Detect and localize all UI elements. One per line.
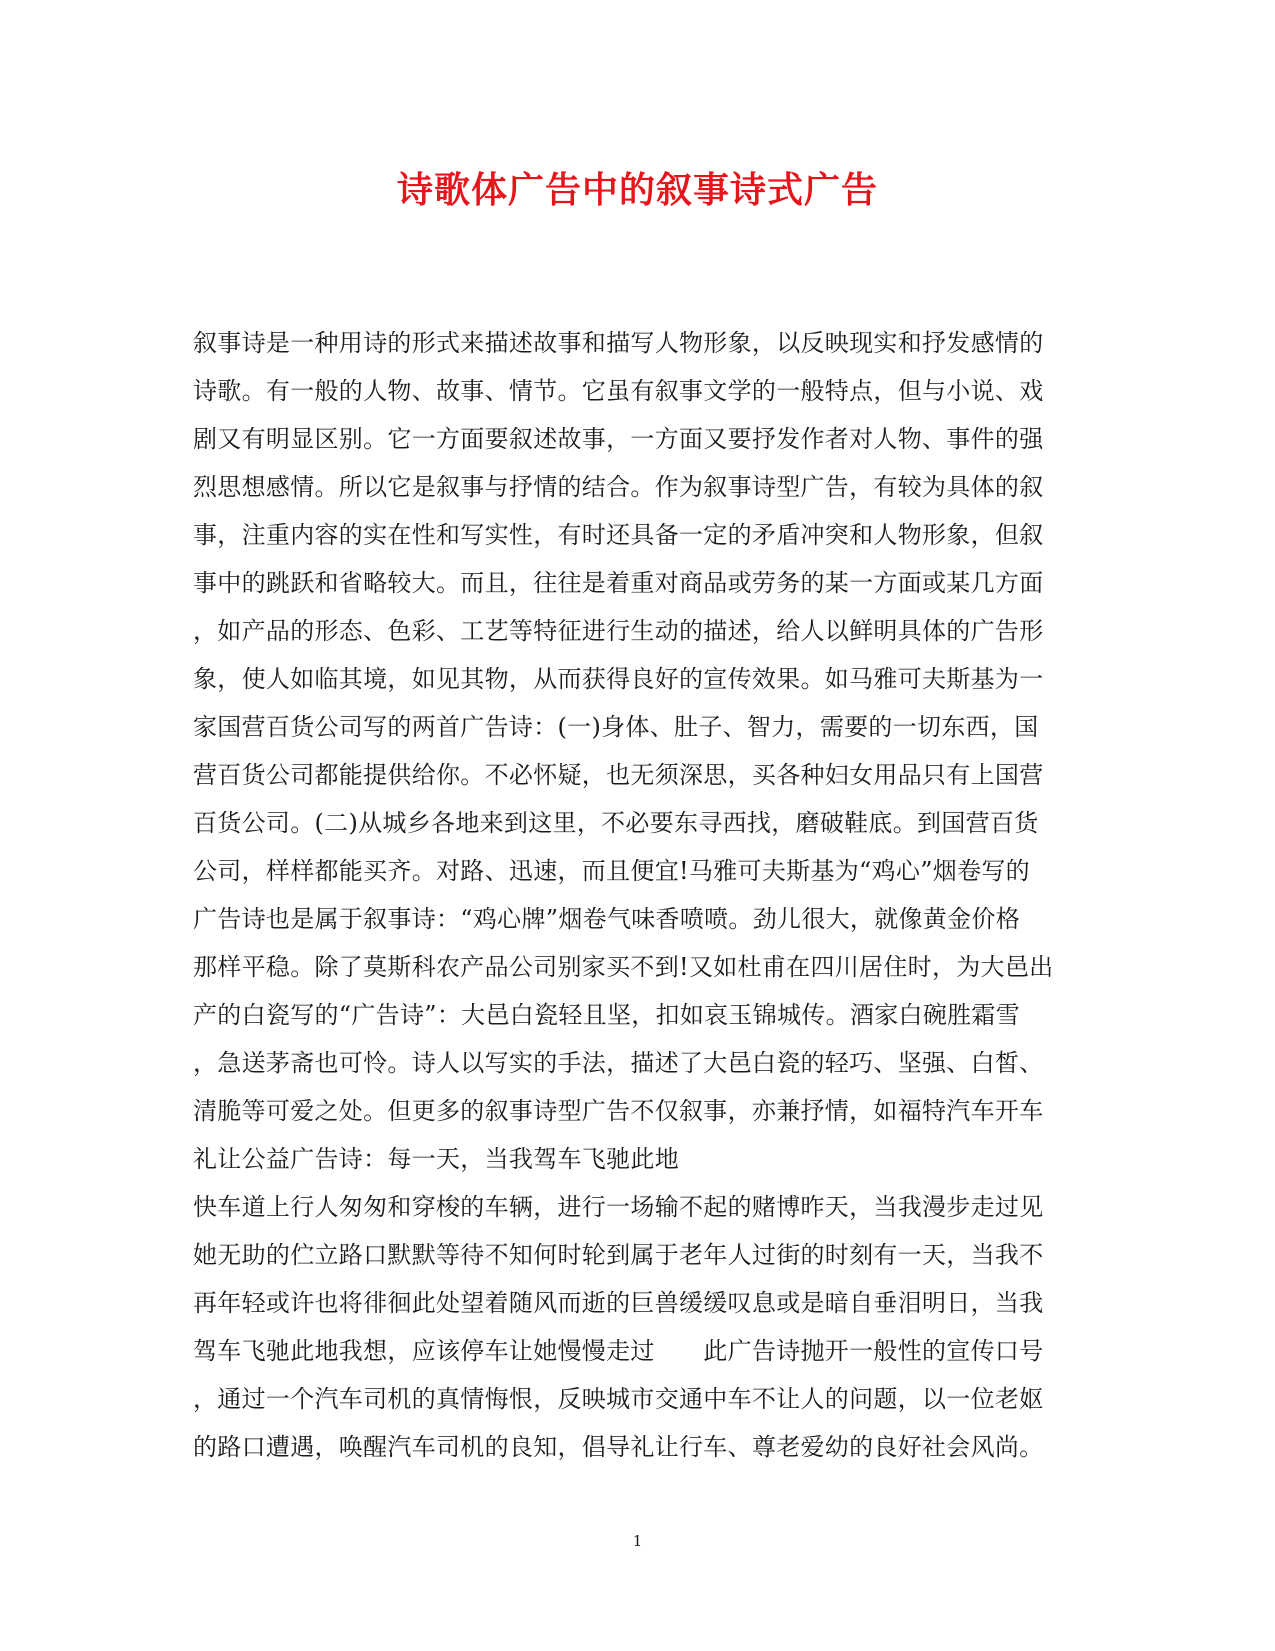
body-line: 驾车飞驰此地我想，应该停车让她慢慢走过 此广告诗抛开一般性的宣传口号: [193, 1337, 1044, 1365]
document-title: 诗歌体广告中的叙事诗式广告: [396, 169, 878, 211]
body-line: 礼让公益广告诗：每一天，当我驾车飞驰此地: [193, 1145, 679, 1173]
body-line: 事中的跳跃和省略较大。而且，往往是着重对商品或劳务的某一方面或某几方面: [193, 569, 1044, 597]
document-body: [193, 326, 1093, 1478]
body-line: 快车道上行人匆匆和穿梭的车辆，进行一场输不起的赌博昨天，当我漫步走过见: [193, 1193, 1044, 1221]
body-line: 再年轻或许也将徘徊此处望着随风而逝的巨兽缓缓叹息或是暗自垂泪明日，当我: [193, 1289, 1044, 1317]
page-number: 1: [632, 1532, 643, 1550]
body-line: 家国营百货公司写的两首广告诗：(一)身体、肚子、智力，需要的一切东西，国: [193, 713, 1039, 741]
body-line: 的路口遭遇，唤醒汽车司机的良知，倡导礼让行车、尊老爱幼的良好社会风尚。: [193, 1433, 1044, 1461]
body-line: 叙事诗是一种用诗的形式来描述故事和描写人物形象，以反映现实和抒发感情的: [193, 329, 1044, 357]
body-line: 诗歌。有一般的人物、故事、情节。它虽有叙事文学的一般特点，但与小说、戏: [193, 377, 1044, 405]
body-line: 象，使人如临其境，如见其物，从而获得良好的宣传效果。如马雅可夫斯基为一: [193, 665, 1044, 693]
body-line: ，通过一个汽车司机的真情悔恨，反映城市交通中车不让人的问题，以一位老妪: [193, 1385, 1044, 1413]
body-line: 营百货公司都能提供给你。不必怀疑，也无须深思，买各种妇女用品只有上国营: [193, 761, 1044, 789]
body-line: ，急送茅斋也可怜。诗人以写实的手法，描述了大邑白瓷的轻巧、坚强、白皙、: [193, 1049, 1044, 1077]
body-line: ，如产品的形态、色彩、工艺等特征进行生动的描述，给人以鲜明具体的广告形: [193, 617, 1044, 645]
body-line: 那样平稳。除了莫斯科农产品公司别家买不到!又如杜甫在四川居住时，为大邑出: [193, 953, 1054, 981]
body-line: 百货公司。(二)从城乡各地来到这里，不必要东寻西找，磨破鞋底。到国营百货: [193, 809, 1039, 837]
body-line: 事，注重内容的实在性和写实性，有时还具备一定的矛盾冲突和人物形象，但叙: [193, 521, 1044, 549]
body-line: 广告诗也是属于叙事诗：“鸡心牌”烟卷气味香喷喷。劲儿很大，就像黄金价格: [193, 905, 1021, 933]
body-line: 烈思想感情。所以它是叙事与抒情的结合。作为叙事诗型广告，有较为具体的叙: [193, 473, 1044, 501]
body-line: 产的白瓷写的“广告诗”：大邑白瓷轻且坚，扣如哀玉锦城传。酒家白碗胜霜雪: [193, 1001, 1021, 1029]
body-line: 剧又有明显区别。它一方面要叙述故事，一方面又要抒发作者对人物、事件的强: [193, 425, 1044, 453]
body-line: 她无助的伫立路口默默等待不知何时轮到属于老年人过街的时刻有一天，当我不: [193, 1241, 1044, 1269]
body-line: 清脆等可爱之处。但更多的叙事诗型广告不仅叙事，亦兼抒情，如福特汽车开车: [193, 1097, 1044, 1125]
body-line: 公司，样样都能买齐。对路、迅速，而且便宜!马雅可夫斯基为“鸡心”烟卷写的: [193, 857, 1030, 885]
